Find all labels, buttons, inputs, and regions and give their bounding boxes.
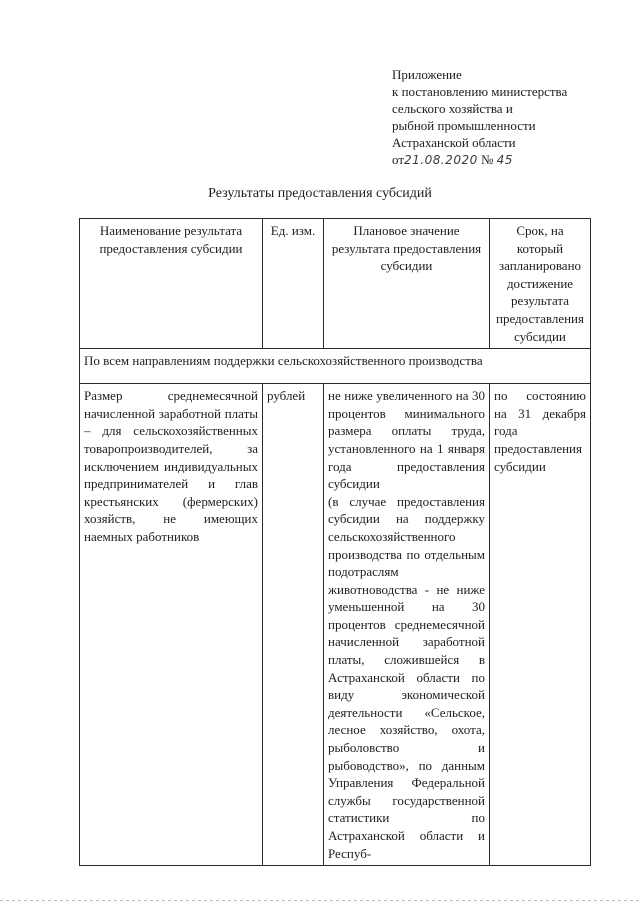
table-section-row (80, 349, 591, 384)
appendix-line: Астраханской области (392, 135, 516, 150)
appendix-line: Приложение (392, 67, 462, 82)
table-header-row (80, 219, 591, 349)
appendix-line: сельского хозяйства и (392, 101, 513, 116)
header-result-name: Наименование результата предоставления субсидии (80, 219, 263, 349)
plan-value-note: (в случае предоставления субсидии на поддержку сельскохозяйственного производства по отдельным подотраслям животноводства - не ниже уменьшенной на 30 процентов среднемесячной начисленной заработной платы, сложившейся в Астраханской области по виду экономической деятельности «Сельское, лесное хозяйство, охота, рыболовство и рыбоводство», по данным Управления Федеральной службы государственной статистики по Астраханской области и Респуб- (328, 493, 485, 861)
cell-unit: рублей (263, 384, 324, 866)
number-prefix: № (480, 152, 494, 167)
scan-edge-line (0, 900, 640, 901)
date-prefix: от (392, 152, 405, 167)
section-title: По всем направлениям поддержки сельскохозяйственного производства (80, 349, 591, 384)
handwritten-date: 21.08.2020 (404, 153, 478, 167)
appendix-line: рыбной промышленности (392, 118, 536, 133)
table-row (80, 384, 591, 866)
plan-value-main: не ниже увеличенного на 30 процентов минимального размера оплаты труда, установленного на 1 января года предоставления субсидии (328, 388, 485, 492)
results-table (79, 218, 591, 866)
document-title: Результаты предоставления субсидий (208, 186, 432, 201)
appendix-block (392, 66, 567, 169)
header-plan-value: Плановое значение результата предоставления субсидии (324, 219, 490, 349)
header-term: Срок, на который запланировано достижение результата предоставления субсидии (490, 219, 591, 349)
appendix-line: к постановлению министерства (392, 84, 568, 99)
cell-plan-value (324, 384, 490, 866)
cell-result-name: Размер среднемесячной начисленной заработной платы – для сельскохозяйственных товаропроизводителей, за исключением индивидуальных предпринимателей и глав крестьянских (фермерских) хозяйств, не имеющих наемных работников (80, 384, 263, 866)
header-unit: Ед. изм. (263, 219, 324, 349)
handwritten-number: 45 (496, 153, 513, 167)
appendix-date-line (392, 151, 567, 169)
cell-term: по состоянию на 31 декабря года предоставления субсидии (490, 384, 591, 866)
